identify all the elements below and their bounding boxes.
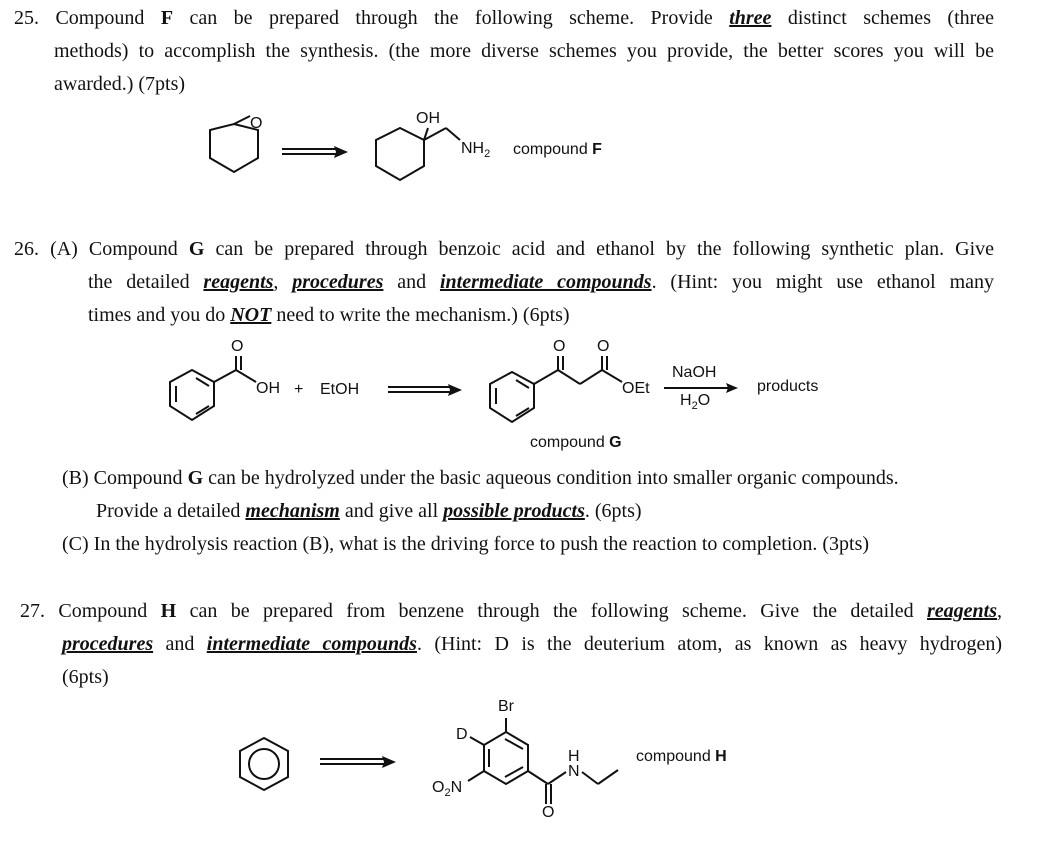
q25-line-3: awarded.) (7pts) bbox=[54, 73, 186, 95]
q26-line-3: times and you do NOT need to write the mechanism.) (6pts) bbox=[88, 304, 570, 326]
q26-g-carbonyl-o2: O bbox=[597, 338, 610, 355]
q25-product-oh: OH bbox=[416, 110, 440, 127]
q26-part-b-line-1: (B) Compound G can be hydrolyzed under the basic aqueous condition into smaller organic compounds. bbox=[62, 467, 899, 489]
q25-line-2: methods) to accomplish the synthesis. (the more diverse schemes you provide, the better scores you will be bbox=[54, 40, 994, 62]
q26-line-2: the detailed reagents, procedures and intermediate compounds. (Hint: you might use ethanol many bbox=[88, 271, 995, 293]
q26-mechanism-emphasis: mechanism bbox=[245, 500, 340, 522]
q26-part-c-line: (C) In the hydrolysis reaction (B), what is the driving force to push the reaction to completion. (3pts) bbox=[62, 533, 870, 555]
q26-reagent-h2o: $H_2O$ bbox=[680, 392, 711, 413]
q26-intermediates-emphasis: intermediate compounds bbox=[439, 271, 652, 293]
q27-line-3: (6pts) bbox=[62, 666, 109, 688]
q26-products-label: products bbox=[757, 378, 819, 395]
q26-reagents-emphasis: reagents bbox=[203, 271, 274, 293]
q26-g-oet: OEt bbox=[622, 380, 650, 397]
q26-part-b-line-2: Provide a detailed mechanism and give all possible products. (6pts) bbox=[96, 500, 642, 522]
q25-number: 25. bbox=[14, 7, 39, 29]
q26-etoh: EtOH bbox=[320, 381, 360, 398]
q26-procedures-emphasis: procedures bbox=[292, 271, 384, 293]
q25-line-1: 25. Compound F can be prepared through the following scheme. Provide three distinct schemes (three bbox=[14, 7, 995, 29]
q26-g-carbonyl-o1: O bbox=[553, 338, 566, 355]
q27-amide-h: H bbox=[568, 748, 580, 765]
q27-amide-n: N bbox=[568, 763, 580, 780]
q26-possible-products-emphasis: possible products bbox=[443, 500, 585, 522]
q26-not-emphasis: NOT bbox=[230, 304, 272, 326]
q27-nitro-group: $O_2N$ bbox=[432, 779, 463, 800]
q27-compound-h-label: compound H bbox=[636, 748, 727, 765]
q26-reagent-naoh: NaOH bbox=[672, 364, 717, 381]
q25-three-emphasis: three bbox=[729, 7, 772, 29]
q27-amide-o: O bbox=[542, 804, 555, 821]
q26-line-1: 26. (A) Compound G can be prepared through benzoic acid and ethanol by the following synthetic plan. Give bbox=[14, 238, 995, 260]
q26-plus-sign: + bbox=[294, 381, 304, 398]
q26-number: 26. bbox=[14, 238, 39, 260]
q27-bromine: Br bbox=[498, 698, 514, 715]
q27-line-2: procedures and intermediate compounds. (Hint: D is the deuterium atom, as known as heavy hydrogen) bbox=[62, 633, 1002, 655]
q25-compound-f-label: compound F bbox=[513, 141, 602, 158]
q26-acid-carbonyl-o: O bbox=[231, 338, 244, 355]
q25-compound-letter: F bbox=[160, 7, 174, 29]
q26-compound-g-label: compound G bbox=[530, 434, 622, 451]
q26-compound-letter: G bbox=[188, 238, 205, 260]
q27-procedures-emphasis: procedures bbox=[62, 633, 154, 655]
q27-intermediates-emphasis: intermediate compounds bbox=[206, 633, 417, 655]
q25-start-oxygen: O bbox=[250, 115, 263, 132]
q27-reagents-emphasis: reagents bbox=[927, 600, 998, 622]
q26-acid-oh: OH bbox=[256, 380, 280, 397]
q27-deuterium: D bbox=[456, 726, 468, 743]
q27-compound-letter: H bbox=[160, 600, 177, 622]
q27-number: 27. bbox=[20, 600, 45, 622]
q27-line-1: 27. Compound H can be prepared from benzene through the following scheme. Give the detailed reagents, bbox=[20, 600, 1003, 622]
q25-product-nh2: $NH_2$ bbox=[461, 140, 491, 161]
